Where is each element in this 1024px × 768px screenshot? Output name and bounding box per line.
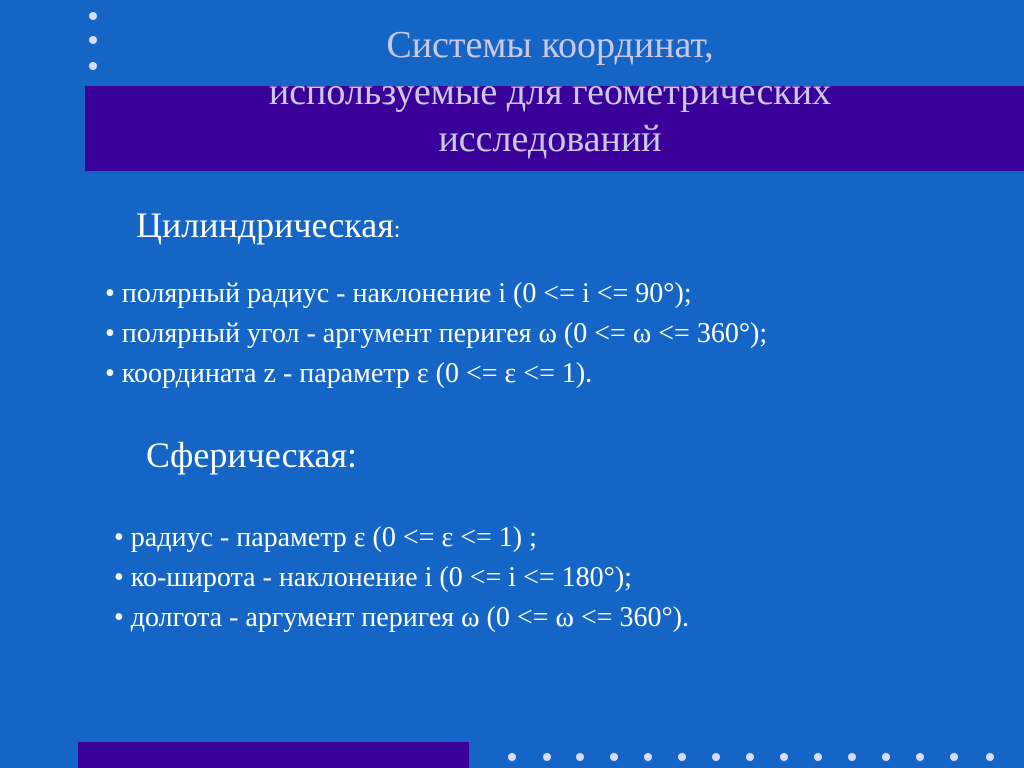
section-heading-spherical: Сферическая: [146,435,358,475]
dot [746,753,754,761]
dot [543,753,551,761]
dot [644,753,652,761]
list-item: • полярный радиус - наклонение i (0 <= i <= 90°); [105,278,692,309]
dot [882,753,890,761]
dot [89,12,97,20]
title-line-3: исследований [438,118,662,160]
dot [986,753,994,761]
dot [712,753,720,761]
dot [950,753,958,761]
dot [89,36,97,44]
list-item: • ко-широта - наклонение i (0 <= i <= 180°); [114,562,632,593]
cylindrical-list [105,274,767,394]
dot [576,753,584,761]
list-item: • долгота - аргумент перигея ω (0 <= ω <= 360°). [114,602,689,633]
dot [89,62,97,70]
heading-text: Цилиндрическая [136,205,394,245]
title-line-2: используемые для геометрических [268,71,832,113]
heading-colon: : [393,217,401,243]
decorative-dots-horizontal [0,753,1024,763]
list-item: • координата z - параметр ε (0 <= ε <= 1). [105,358,593,389]
dot [610,753,618,761]
dot [814,753,822,761]
dot [780,753,788,761]
dot [678,753,686,761]
list-item: • радиус - параметр ε (0 <= ε <= 1) ; [114,522,537,553]
spherical-list [114,518,689,638]
dot [848,753,856,761]
slide-title [150,22,950,163]
dot [916,753,924,761]
section-heading-cylindrical [136,204,400,251]
list-item: • полярный угол - аргумент перигея ω (0 <= ω <= 360°); [105,318,768,349]
title-line-1: Системы координат, [386,24,714,66]
dot [508,753,516,761]
